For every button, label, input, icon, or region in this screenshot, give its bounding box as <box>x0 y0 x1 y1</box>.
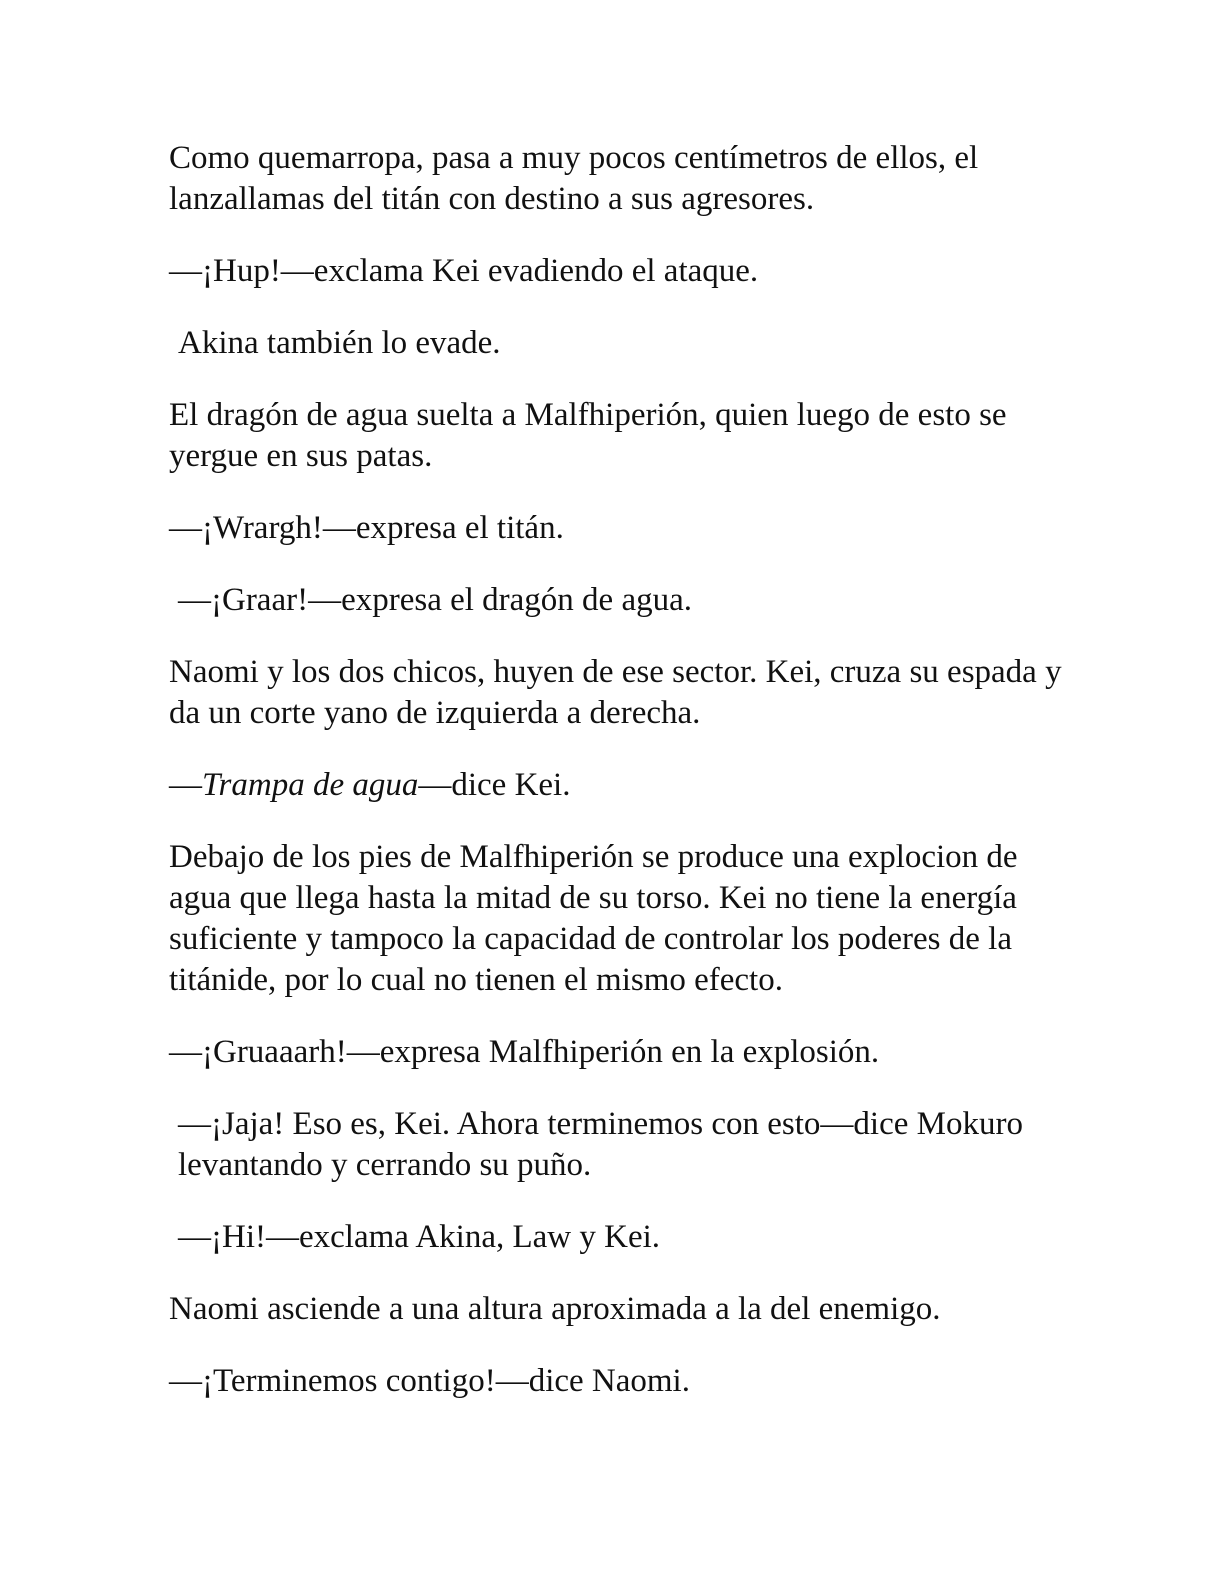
paragraph <box>169 765 1069 806</box>
spell-name: Trampa de agua <box>202 767 419 803</box>
paragraph: —¡Wrargh!—expresa el titán. <box>169 510 564 546</box>
paragraph: El dragón de agua suelta a Malfhiperión, quien luego de esto se yergue en sus patas. <box>169 397 1015 474</box>
paragraph: —¡Graar!—expresa el dragón de agua. <box>178 582 692 618</box>
paragraph: —¡Gruaaarh!—expresa Malfhiperión en la explosión. <box>169 1034 880 1070</box>
dialogue-dash: — <box>169 767 202 803</box>
paragraph: Como quemarropa, pasa a muy pocos centímetros de ellos, el lanzallamas del titán con destino a sus agresores. <box>169 140 987 217</box>
paragraph: Akina también lo evade. <box>178 325 501 361</box>
paragraph: —¡Terminemos contigo!—dice Naomi. <box>169 1363 690 1399</box>
paragraph: Debajo de los pies de Malfhiperión se produce una explocion de agua que llega hasta la mitad de su torso. Kei no tiene la energía suficiente y tampoco la capacidad de controlar los poderes de la titánide, por lo cual no tienen el mismo efecto. <box>169 839 1026 998</box>
dialogue-tag: —dice Kei. <box>418 767 571 803</box>
body-text <box>169 138 1069 1433</box>
paragraph: Naomi y los dos chicos, huyen de ese sector. Kei, cruza su espada y da un corte yano de izquierda a derecha. <box>169 654 1070 731</box>
paragraph: —¡Hup!—exclama Kei evadiendo el ataque. <box>169 253 759 289</box>
paragraph: —¡Hi!—exclama Akina, Law y Kei. <box>178 1219 661 1255</box>
paragraph: Naomi asciende a una altura aproximada a la del enemigo. <box>169 1291 941 1327</box>
paragraph: —¡Jaja! Eso es, Kei. Ahora terminemos con esto—dice Mokuro levantando y cerrando su puño. <box>178 1106 1032 1183</box>
